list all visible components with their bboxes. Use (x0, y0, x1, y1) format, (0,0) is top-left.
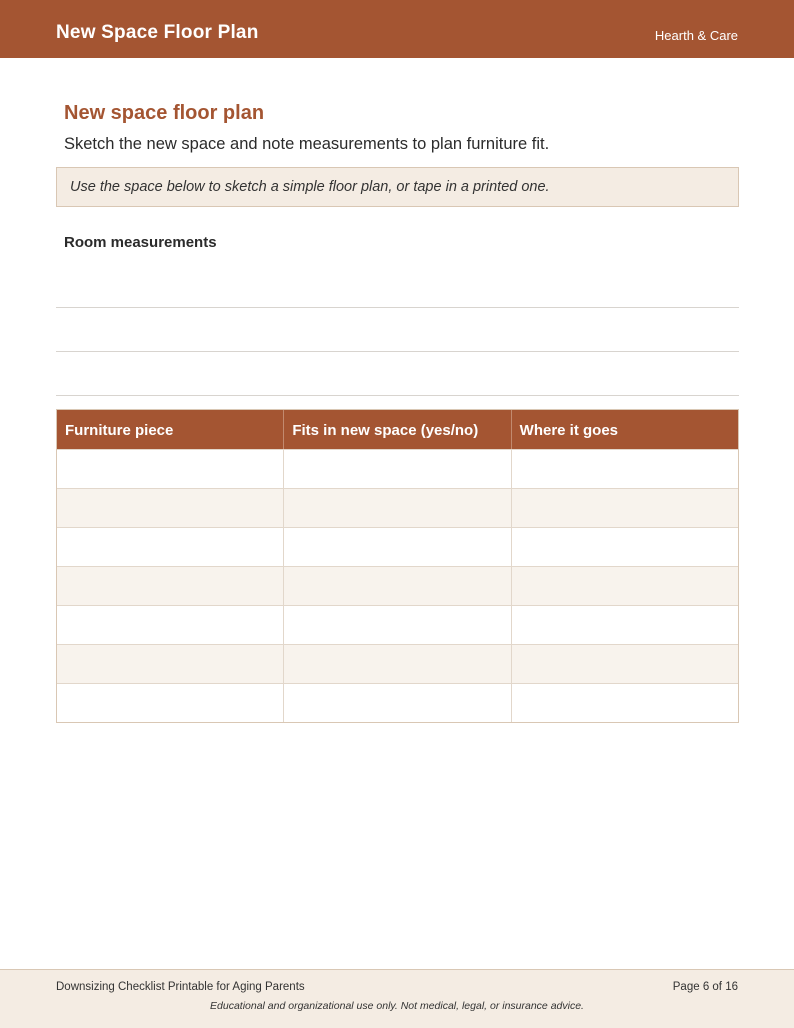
table-row (57, 488, 738, 527)
table-cell (512, 450, 738, 488)
room-measurements-heading: Room measurements (64, 234, 217, 251)
table-cell (284, 528, 511, 566)
measurement-line (56, 395, 739, 396)
measurement-line (56, 351, 739, 352)
page-number: Page 6 of 16 (672, 981, 738, 993)
table-cell (512, 684, 738, 722)
table-row (57, 683, 738, 722)
footer-disclaimer: Educational and organizational use only. Not medical, legal, or insurance advice. (210, 1000, 584, 1012)
page-title: New Space Floor Plan (56, 22, 259, 43)
table-cell (284, 567, 511, 605)
intro-text: Sketch the new space and note measurements to plan furniture fit. (64, 135, 550, 153)
page-header (0, 0, 794, 58)
table-cell (57, 645, 284, 683)
table-cell (284, 645, 511, 683)
table-cell (284, 489, 511, 527)
table-cell (57, 567, 284, 605)
table-cell (57, 489, 284, 527)
page-footer (0, 969, 794, 1028)
table-cell (284, 684, 511, 722)
table-cell (512, 489, 738, 527)
section-title: New space floor plan (64, 102, 265, 124)
table-cell (284, 450, 511, 488)
footer-doc-title: Downsizing Checklist Printable for Aging Parents (56, 981, 305, 993)
table-cell (512, 567, 738, 605)
table-cell (512, 645, 738, 683)
table-cell (57, 528, 284, 566)
note-box (56, 167, 739, 207)
brand-name: Hearth & Care (654, 28, 738, 43)
table-row (57, 566, 738, 605)
column-header-furniture: Furniture piece (57, 410, 284, 449)
table-cell (512, 528, 738, 566)
table-header-row (57, 410, 738, 449)
table-cell (284, 606, 511, 644)
furniture-table (56, 409, 739, 723)
table-cell (512, 606, 738, 644)
note-text: Use the space below to sketch a simple floor plan, or tape in a printed one. (70, 179, 550, 195)
column-header-fits: Fits in new space (yes/no) (284, 410, 511, 449)
table-cell (57, 684, 284, 722)
table-row (57, 644, 738, 683)
table-row (57, 527, 738, 566)
measurement-line (56, 307, 739, 308)
table-row (57, 449, 738, 488)
column-header-location: Where it goes (519, 422, 619, 439)
table-cell (57, 606, 284, 644)
table-cell (57, 450, 284, 488)
table-row (57, 605, 738, 644)
